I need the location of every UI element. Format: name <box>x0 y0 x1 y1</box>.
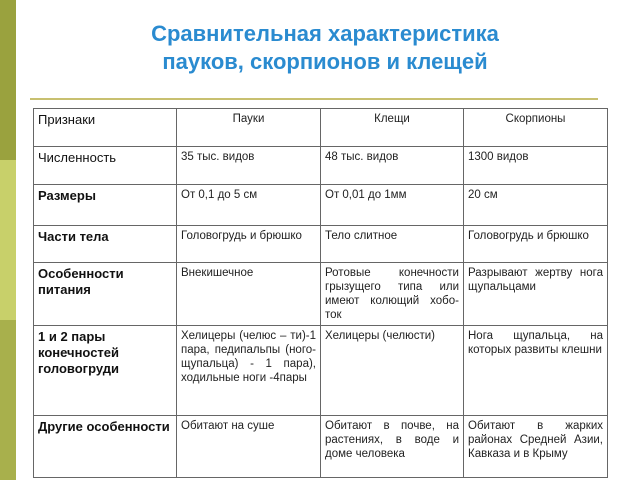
side-bar-top <box>0 0 16 160</box>
table-header-row <box>34 109 608 147</box>
column-header-mites: Клещи <box>321 109 464 147</box>
row-label: 1 и 2 пары конечностей головогруди <box>34 326 177 416</box>
table-cell: Хелицеры (челюс – ти)-1 пара, педипальпы (ного-щупальца) - 1 пара), ходильные ноги -4пары <box>177 326 321 416</box>
side-separator <box>16 0 18 480</box>
table-cell: От 0,01 до 1мм <box>321 185 464 226</box>
table-row <box>34 416 608 478</box>
table-cell: Обитают в жарких районах Средней Азии, Кавказа и в Крыму <box>464 416 608 478</box>
side-bar-bottom <box>0 320 16 480</box>
table-cell: 20 см <box>464 185 608 226</box>
row-label: Особенности питания <box>34 263 177 326</box>
table-row <box>34 147 608 185</box>
table-cell: Обитают на суше <box>177 416 321 478</box>
table-cell: От 0,1 до 5 см <box>177 185 321 226</box>
slide-title <box>40 20 610 76</box>
table-cell: 35 тыс. видов <box>177 147 321 185</box>
row-label: Размеры <box>34 185 177 226</box>
comparison-table <box>33 108 608 478</box>
table-cell: Ротовые конечности грызущего типа или имеют колющий хобо-ток <box>321 263 464 326</box>
table-row <box>34 263 608 326</box>
row-label: Численность <box>34 147 177 185</box>
table-cell: 48 тыс. видов <box>321 147 464 185</box>
table-row <box>34 226 608 263</box>
row-label: Части тела <box>34 226 177 263</box>
table-cell: 1300 видов <box>464 147 608 185</box>
table-cell: Внекишечное <box>177 263 321 326</box>
table-cell: Головогрудь и брюшко <box>464 226 608 263</box>
table-cell: Хелицеры (челюсти) <box>321 326 464 416</box>
table-cell: Головогрудь и брюшко <box>177 226 321 263</box>
side-bar-middle <box>0 160 16 320</box>
column-header-scorpions: Скорпионы <box>464 109 608 147</box>
table-cell: Тело слитное <box>321 226 464 263</box>
corner-cell: Признаки <box>34 109 177 147</box>
title-line-1: Сравнительная характеристика <box>151 21 499 46</box>
table-row <box>34 326 608 416</box>
table-cell: Разрывают жертву нога щупальцами <box>464 263 608 326</box>
table-row <box>34 185 608 226</box>
title-line-2: пауков, скорпионов и клещей <box>162 49 488 74</box>
column-header-spiders: Пауки <box>177 109 321 147</box>
title-divider <box>30 98 598 100</box>
table-cell: Нога щупальца, на которых развиты клешни <box>464 326 608 416</box>
row-label: Другие особенности <box>34 416 177 478</box>
table-cell: Обитают в почве, на растениях, в воде и доме человека <box>321 416 464 478</box>
